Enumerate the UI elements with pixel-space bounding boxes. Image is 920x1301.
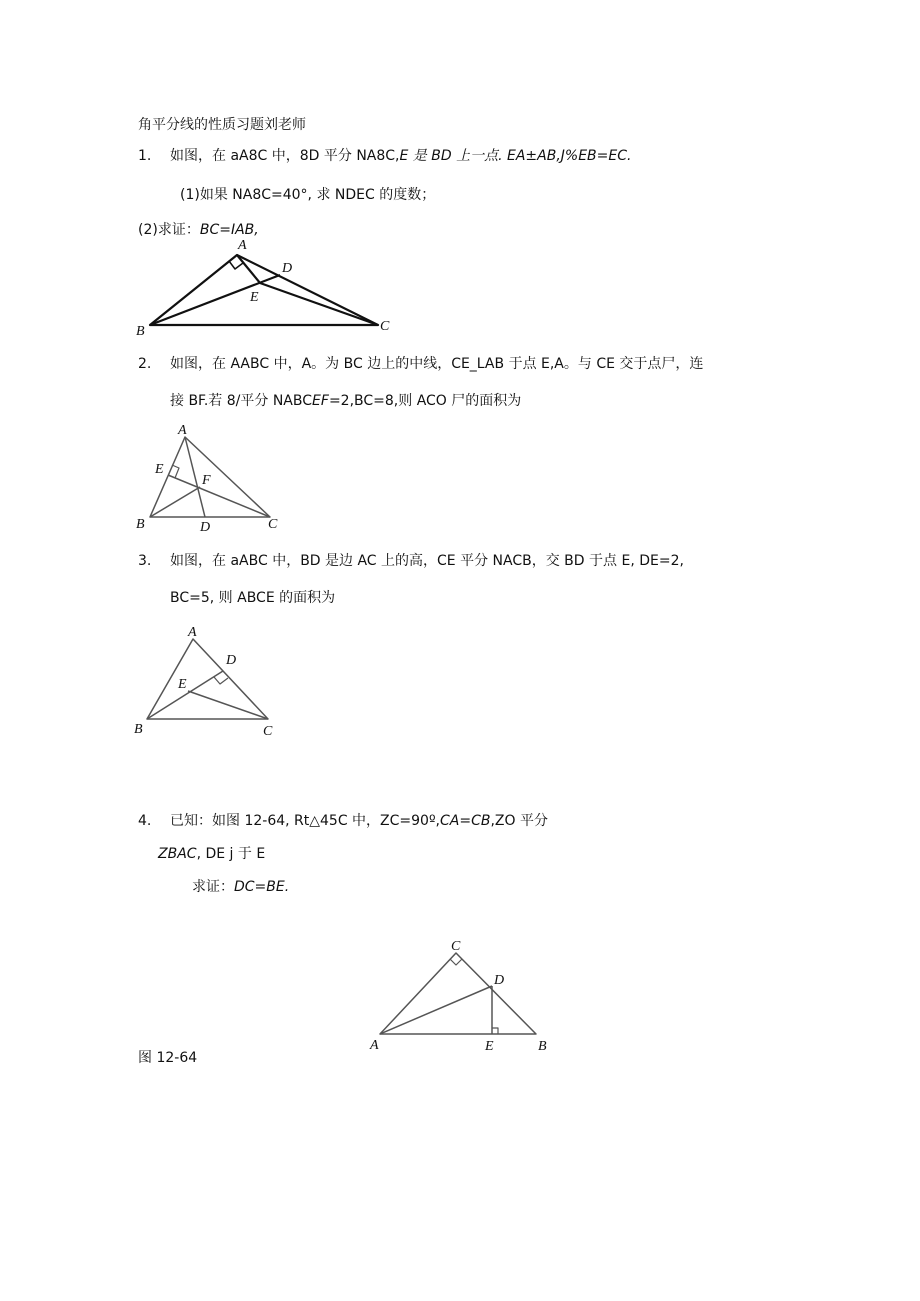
problem-4-prove-prefix: 求证： [192, 879, 234, 895]
problem-2-line2 [170, 392, 521, 410]
problem-1-part1: (1)如果 NA8C=40°, 求 NDEC 的度数； [180, 187, 436, 203]
fig2-segment-bf [150, 487, 200, 517]
fig2-label-f: F [202, 473, 211, 488]
fig1-label-c: C [380, 319, 390, 334]
problem-1-part2-claim: BC=IAB, [199, 222, 259, 238]
problem-4-line2 [158, 845, 265, 863]
figure-4 [364, 935, 559, 1055]
fig3-label-c: C [263, 724, 273, 739]
fig4-label-a: A [370, 1038, 379, 1053]
fig1-label-e: E [250, 290, 259, 305]
fig3-bisector-ce [188, 691, 268, 719]
fig3-label-e: E [178, 677, 187, 692]
fig1-triangle-abc [150, 255, 378, 325]
problem-4-line1-part-a: 已知：如图 12-64, Rt△45C 中，ZC=90º, [170, 813, 441, 829]
problem-4-line1-part-c: ,ZO 平分 [490, 813, 548, 829]
doc-title: 角平分线的性质习题刘老师 [138, 117, 306, 133]
problem-2-line2-part-a: 接 BF.若 8/平分 NABC [170, 393, 313, 409]
problem-4-line2-part-a: ZBAC [158, 846, 197, 862]
fig4-label-d: D [494, 973, 505, 988]
fig2-right-angle-mark [172, 465, 179, 478]
problem-2-line2-part-b: EF [312, 393, 329, 409]
fig3-label-b: B [134, 722, 143, 737]
problem-2-line1: 如图，在 AABC 中，A。为 BC 边上的中线，CE_LAB 于点 E,A。与 CE 交于点尸，连 [170, 356, 704, 372]
fig1-segment-ae [237, 255, 260, 283]
fig2-label-d: D [200, 520, 211, 535]
problem-1-statement [170, 147, 631, 165]
fig1-label-d: D [282, 261, 293, 276]
problem-1-number: 1. [138, 148, 152, 164]
figure-2 [130, 420, 290, 535]
problem-3-line2: BC=5, 则 ABCE 的面积为 [170, 590, 336, 606]
fig4-bisector-ad [380, 986, 492, 1034]
fig4-label-b: B [538, 1039, 547, 1054]
problem-2-line2-part-c: =2,BC=8,则 ACO 尸的面积为 [328, 393, 522, 409]
fig4-triangle-abc [380, 953, 536, 1034]
fig2-label-e: E [155, 462, 164, 477]
fig2-altitude-ce [168, 475, 270, 517]
fig3-label-a: A [188, 625, 197, 640]
fig3-label-d: D [226, 653, 237, 668]
problem-4-line1-part-b: CA=CB [440, 813, 491, 829]
figure-1 [130, 235, 400, 340]
fig1-label-a: A [238, 238, 247, 253]
problem-3-number: 3. [138, 553, 152, 569]
problem-4-line2-part-b: , DE j 于 E [196, 846, 266, 862]
problem-4-number: 4. [138, 813, 152, 829]
problem-4-prove [192, 878, 289, 896]
fig4-label-e: E [485, 1039, 494, 1054]
problem-4-line1 [170, 812, 548, 830]
problem-1-statement-part-a: 如图，在 aA8C 中，8D 平分 NA8C, [170, 148, 400, 164]
problem-1-statement-part-b: E 是 BD 上一点. EA±AB,J%EB=EC. [399, 148, 632, 164]
problem-2-number: 2. [138, 356, 152, 372]
problem-4-prove-claim: DC=BE. [234, 879, 290, 895]
problem-1-part2-prefix: (2)求证： [138, 222, 200, 238]
fig4-label-c: C [451, 939, 461, 954]
fig1-label-b: B [136, 324, 145, 339]
fig2-label-c: C [268, 517, 278, 532]
fig3-right-angle-mark [214, 677, 228, 684]
fig2-label-b: B [136, 517, 145, 532]
fig4-right-angle-mark-c [450, 959, 462, 965]
problem-3-line1: 如图，在 aABC 中，BD 是边 AC 上的高，CE 平分 NACB，交 BD 于点 E, DE=2, [170, 553, 684, 569]
fig2-label-a: A [178, 423, 187, 438]
figure-3 [130, 622, 290, 737]
figure-4-caption: 图 12-64 [138, 1050, 198, 1066]
fig1-right-angle-mark [229, 261, 243, 269]
fig1-segment-ec [260, 283, 378, 325]
fig4-right-angle-mark-e [492, 1028, 498, 1034]
